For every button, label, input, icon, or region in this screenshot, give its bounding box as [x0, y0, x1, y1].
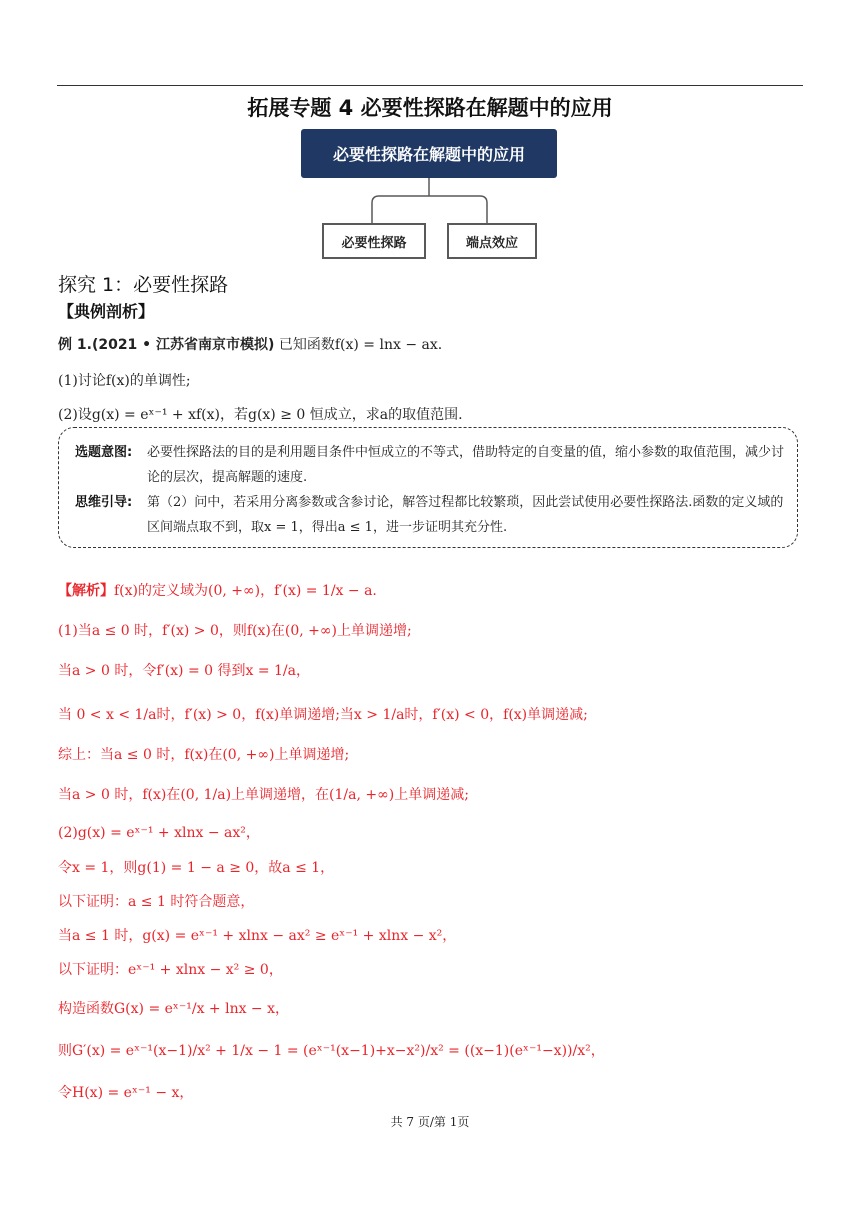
solution-line-7: (2)g(x) = eˣ⁻¹ + xlnx − ax²， [58, 825, 260, 841]
solution-line-14: 令H(x) = eˣ⁻¹ − x， [58, 1085, 194, 1101]
solution-line-11: 以下证明：eˣ⁻¹ + xlnx − x² ≥ 0， [58, 962, 283, 978]
mindmap-child-endpoint-effect: 端点效应 [447, 223, 537, 259]
mindmap-root-node: 必要性探路在解题中的应用 [301, 129, 557, 178]
solution-text-1: f(x)的定义域为(0, +∞)，f′(x) = 1/x − a. [114, 583, 377, 599]
solution-line-1 [58, 580, 377, 600]
intent-label: 选题意图: [75, 445, 133, 460]
solution-line-4: 当 0 < x < 1/a时，f′(x) > 0，f(x)单调递增;当x > 1/a时，f′(x) < 0，f(x)单调递减; [58, 707, 588, 723]
solution-line-10: 当a ≤ 1 时，g(x) = eˣ⁻¹ + xlnx − ax² ≥ eˣ⁻¹ + xlnx − x²， [58, 928, 457, 944]
solution-line-3: 当a > 0 时，令f′(x) = 0 得到x = 1/a， [58, 663, 310, 679]
solution-line-13: 则G′(x) = eˣ⁻¹(x−1)/x² + 1/x − 1 = (eˣ⁻¹(x−1)+x−x²)/x² = ((x−1)(eˣ⁻¹−x))/x²， [58, 1043, 605, 1059]
solution-line-5: 综上：当a ≤ 0 时，f(x)在(0, +∞)上单调递增; [58, 747, 350, 763]
sub-title: 【典例剖析】 [58, 302, 155, 321]
solution-line-12: 构造函数G(x) = eˣ⁻¹/x + lnx − x， [58, 1001, 290, 1017]
mindmap-child-necessity: 必要性探路 [322, 223, 426, 259]
page-footer: 共 7 页/第 1页 [390, 1115, 470, 1129]
page-title: 拓展专题 4 必要性探路在解题中的应用 [247, 96, 613, 120]
solution-line-2: (1)当a ≤ 0 时，f′(x) > 0，则f(x)在(0, +∞)上单调递增; [58, 623, 412, 639]
question-2: (2)设g(x) = eˣ⁻¹ + xf(x)，若g(x) ≥ 0 恒成立，求a的取值范围. [58, 407, 463, 423]
question-1: (1)讨论f(x)的单调性; [58, 373, 191, 389]
example-stem: 已知函数f(x) = lnx − ax. [278, 337, 443, 353]
intent-row [75, 440, 785, 485]
example-source: (2021 • 江苏省南京市模拟) [91, 337, 275, 353]
guide-label: 思维引导: [75, 495, 133, 510]
intent-text: 必要性探路法的目的是利用题目条件中恒成立的不等式，借助特定的自变量的值，缩小参数的取值范围，减少讨论的层次，提高解题的速度. [147, 445, 785, 485]
guide-row [75, 490, 785, 535]
analysis-box [58, 427, 798, 548]
guide-text: 第（2）问中，若采用分离参数或含参讨论，解答过程都比较繁琐，因此尝试使用必要性探路法.函数的定义域的区间端点取不到，取x = 1，得出a ≤ 1，进一步证明其充分性. [147, 495, 784, 535]
example-stem-line [58, 334, 442, 354]
section-title: 探究 1：必要性探路 [58, 274, 229, 296]
solution-label: 【解析】 [58, 583, 114, 599]
solution-line-9: 以下证明：a ≤ 1 时符合题意， [58, 894, 255, 910]
example-label: 例 1. [58, 337, 92, 353]
solution-line-8: 令x = 1，则g(1) = 1 − a ≥ 0，故a ≤ 1， [58, 860, 335, 876]
solution-line-6: 当a > 0 时，f(x)在(0, 1/a)上单调递增，在(1/a, +∞)上单调递减; [58, 787, 469, 803]
